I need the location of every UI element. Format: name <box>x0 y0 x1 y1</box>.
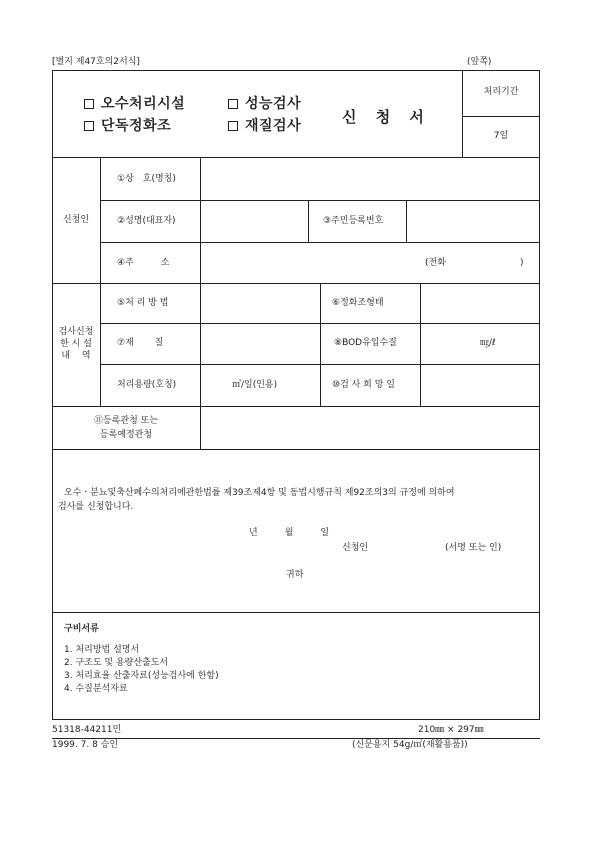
checkbox-septic-tank[interactable] <box>84 121 94 131</box>
capacity-label: 처리용량(호칭) <box>117 380 177 390</box>
checkbox-sewage-facility[interactable] <box>84 99 94 109</box>
page-side: (앞쪽) <box>467 57 492 67</box>
form-code: 51318-44211민 <box>52 725 122 735</box>
capacity-unit: ㎥/일(인용) <box>232 380 278 390</box>
resident-id-label: ③주민등록번호 <box>323 216 384 226</box>
divider-facility-mid-v <box>320 283 321 406</box>
statement-line-1: 오수ㆍ분뇨및축산폐수의처리에관한법률 제39조제4항 및 동법시행규칙 제92조의3의 규정에 의하여 <box>64 488 455 498</box>
approval-date: 1999. 7. 8 승인 <box>52 740 119 750</box>
treatment-method-field[interactable] <box>201 284 319 322</box>
tank-type-field[interactable] <box>421 284 539 322</box>
facility-section-label-1: 검사신청 <box>58 327 94 337</box>
signature-label: (서명 또는 인) <box>445 543 502 553</box>
statement-line-2: 검사를 신청합니다. <box>58 502 134 512</box>
application-date: 년 월 일 <box>249 528 330 538</box>
registry-label-2: 등록예정관청 <box>99 430 153 440</box>
option-material-test: 재질검사 <box>245 118 302 134</box>
divider-period-v <box>462 70 463 157</box>
processing-period-label: 처리기간 <box>483 87 519 97</box>
divider-registry-end <box>52 449 540 450</box>
divider-rep-v <box>308 200 309 242</box>
phone-label-open: (전화 <box>425 258 446 268</box>
inspection-date-label: ⑩검 사 희 망 일 <box>332 380 395 390</box>
addressee-label: 귀하 <box>286 570 304 580</box>
required-documents-title: 구비서류 <box>64 624 99 634</box>
treatment-method-label: ⑤처 리 방 법 <box>117 298 169 308</box>
material-label: ⑦재 질 <box>117 338 164 348</box>
representative-name-label: ②성명(대표자) <box>117 216 176 226</box>
form-title: 신 청 서 <box>342 108 431 126</box>
document-item-2: 2. 구조도 및 용량산출도서 <box>64 658 169 668</box>
address-label: ④주 소 <box>117 258 170 268</box>
document-item-3: 3. 처리효율 산출자료(성능검사에 한함) <box>64 671 219 681</box>
divider-statement-end <box>52 612 540 613</box>
company-name-field[interactable] <box>201 158 539 199</box>
registry-label-1: ⑪등록관청 또는 <box>93 416 159 426</box>
form-reference: [별지 제47호의2서식] <box>52 57 140 67</box>
material-field[interactable] <box>201 324 319 363</box>
applicant-section-label: 신청인 <box>62 215 90 225</box>
bod-unit: ㎎/ℓ <box>480 338 496 348</box>
resident-id-field[interactable] <box>407 201 539 241</box>
paper-size: 210㎜ × 297㎜ <box>418 725 484 735</box>
option-sewage-facility: 오수처리시설 <box>101 96 186 112</box>
address-field[interactable] <box>201 243 539 282</box>
option-performance-test: 성능검사 <box>245 96 302 112</box>
document-item-4: 4. 수질분석자료 <box>64 684 128 694</box>
paper-spec: (신문용지 54g/㎡(재활용품)) <box>352 740 468 750</box>
checkbox-material-test[interactable] <box>228 121 238 131</box>
tank-type-label: ⑥정화조형태 <box>332 298 384 308</box>
company-name-label: ①상 호(명칭) <box>117 174 176 184</box>
document-item-1: 1. 처리방법 설명서 <box>64 645 140 655</box>
divider-section-v <box>100 157 101 406</box>
phone-label-close: ) <box>520 258 524 268</box>
option-septic-tank: 단독정화조 <box>101 118 172 134</box>
representative-name-field[interactable] <box>201 201 307 241</box>
registry-field[interactable] <box>201 407 539 448</box>
checkbox-performance-test[interactable] <box>228 99 238 109</box>
divider-period <box>462 116 540 117</box>
applicant-sign-label: 신청인 <box>342 543 369 553</box>
facility-section-label-3: 내 역 <box>61 351 91 361</box>
footer-divider <box>52 738 540 739</box>
facility-section-label-2: 한 시 설 <box>60 339 92 349</box>
bod-label: ⑧BOD유입수질 <box>334 338 397 348</box>
processing-period-value: 7일 <box>493 131 509 141</box>
inspection-date-field[interactable] <box>421 365 539 405</box>
